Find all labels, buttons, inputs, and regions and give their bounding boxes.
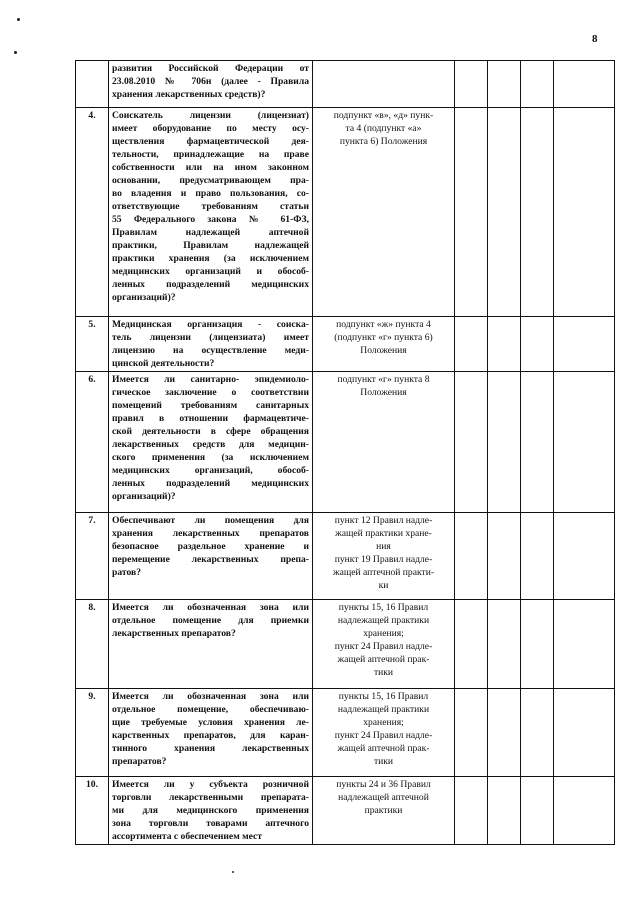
answer-cell [521,777,554,845]
answer-cell [554,689,615,777]
answer-cell [488,317,521,372]
question-line: Имеется ли обозначенная зона или [112,691,309,702]
row-number: 5. [76,317,109,372]
answer-cell [521,317,554,372]
reference-line: хранения; [363,628,404,639]
question-cell [109,108,313,317]
question-line: медицинских организаций, обособ- [112,465,309,476]
reference-line: пункты 15, 16 Правил [338,691,429,702]
answer-cell [455,777,488,845]
answer-cell [554,108,615,317]
question-line: медицинских организаций и обособ- [112,266,309,277]
table-row [76,777,615,845]
question-line: лекарственных препаратов? [112,628,236,639]
table-row [76,317,615,372]
answer-cell [554,600,615,689]
answer-cell [488,777,521,845]
reference-line: ния [376,541,391,552]
reference-line: Положения [360,345,407,356]
reference-line: пункты 24 и 36 Правил [336,779,431,790]
answer-cell [521,108,554,317]
answer-cell [455,61,488,108]
question-line: хранения лекарственных средств)? [112,89,266,100]
question-line: лицензию на осуществление меди- [112,345,309,356]
row-number: 4. [76,108,109,317]
reference-line: надлежащей практики [337,615,430,626]
question-line: Имеется ли у субъекта розничной [112,779,309,790]
scan-speck [17,18,20,21]
answer-cell [521,61,554,108]
answer-cell [455,108,488,317]
answer-cell [488,108,521,317]
reference-line: жащей аптечной прак- [337,743,430,754]
question-line: безопасное раздельное хранение и [112,541,309,552]
answer-cell [521,600,554,689]
question-line: правил в отношении фармацевтиче- [112,413,309,424]
reference-line: тики [373,667,394,678]
question-line: ленных подразделений медицинских [112,279,309,290]
reference-line: жащей практики хране- [335,528,432,539]
table-row [76,372,615,513]
question-line: Имеется ли обозначенная зона или [112,602,309,613]
reference-line: хранения; [363,717,404,728]
question-line: карственных препаратов, для каран- [112,730,309,741]
question-cell [109,777,313,845]
answer-cell [455,689,488,777]
answer-cell [554,777,615,845]
answer-cell [554,513,615,600]
question-line: организаций)? [112,491,176,502]
question-line: Соискатель лицензии (лицензиат) [112,110,309,121]
answer-cell [488,600,521,689]
answer-cell [521,513,554,600]
scan-speck [232,871,234,873]
checklist-table [75,60,615,845]
question-line: хранения лекарственных препаратов [112,528,309,539]
legal-reference-cell [313,777,455,845]
reference-line: пункта 6) Положения [339,136,428,147]
legal-reference-cell [313,372,455,513]
question-cell [109,61,313,108]
reference-line: подпункт «в», «д» пунк- [333,110,434,121]
row-number [76,61,109,108]
question-line: организаций)? [112,292,176,303]
question-line: щие требуемые условия хранения ле- [112,717,309,728]
question-line: перемещение лекарственных препа- [112,554,309,565]
reference-line: (подпункт «г» пункта 6) [334,332,433,343]
question-line: тинного хранения лекарственных [112,743,309,754]
legal-reference-cell [313,317,455,372]
answer-cell [554,61,615,108]
reference-line: тики [373,756,394,767]
reference-line: та 4 (подпункт «а» [345,123,422,134]
question-line: Обеспечивают ли помещения для [112,515,309,526]
table-row [76,513,615,600]
question-line: собственности или на ином законном [112,162,309,173]
legal-reference-cell [313,513,455,600]
question-line: имеет оборудование по месту осу- [112,123,309,134]
answer-cell [554,372,615,513]
reference-line: жащей аптечной практи- [332,567,435,578]
question-cell [109,317,313,372]
question-line: тель лицензии (лицензиата) имеет [112,332,309,343]
legal-reference-cell [313,108,455,317]
question-line: Медицинская организация - соиска- [112,319,309,330]
reference-line: подпункт «г» пункта 8 [337,374,430,385]
legal-reference-cell [313,600,455,689]
reference-line: пункт 12 Правил надле- [334,515,433,526]
reference-line: подпункт «ж» пункта 4 [336,319,431,330]
reference-line: пункты 15, 16 Правил [338,602,429,613]
question-line: цинской деятельности? [112,358,215,369]
answer-cell [488,61,521,108]
reference-line: Положения [360,387,407,398]
reference-line: ки [378,580,389,591]
question-line: во владения и право пользования, со- [112,188,309,199]
row-number: 9. [76,689,109,777]
table-row [76,689,615,777]
question-line: торговли лекарственными препарата- [112,792,309,803]
question-line: ми для медицинского применения [112,805,309,816]
answer-cell [488,372,521,513]
question-line: тельности, принадлежащие на праве [112,149,309,160]
question-line: ассортимента с обеспечением мест [112,831,263,842]
question-line: ответствующие требованиям статьи [112,201,309,212]
question-line: отдельное помещение, обеспечиваю- [112,704,309,715]
reference-line: практики [364,805,403,816]
answer-cell [455,372,488,513]
question-line: Имеется ли санитарно- эпидемиоло- [112,374,309,385]
reference-line: надлежащей практики [337,704,430,715]
reference-line: пункт 24 Правил надле- [334,641,433,652]
question-line: помещений требованиям санитарных [112,400,309,411]
answer-cell [488,689,521,777]
row-number: 6. [76,372,109,513]
question-line: зона торговли товарами аптечного [112,818,309,829]
question-line: 23.08.2010 № 706н (далее - Правила [112,76,309,87]
question-line: отдельное помещение для приемки [112,615,309,626]
answer-cell [521,689,554,777]
answer-cell [455,600,488,689]
reference-line: пункт 19 Правил надле- [334,554,433,565]
legal-reference-cell [313,61,455,108]
table-row [76,61,615,108]
question-line: лекарственных средств для медицин- [112,439,309,450]
legal-reference-cell [313,689,455,777]
table-row [76,600,615,689]
question-cell [109,689,313,777]
question-line: основании, предусматривающем пра- [112,175,309,186]
question-line: ществления фармацевтической дея- [112,136,309,147]
table-row [76,108,615,317]
question-cell [109,513,313,600]
scan-speck [14,51,17,54]
question-line: 55 Федерального закона № 61-ФЗ, [112,214,309,225]
question-line: ратов? [112,567,142,578]
question-cell [109,372,313,513]
answer-cell [455,513,488,600]
answer-cell [554,317,615,372]
question-cell [109,600,313,689]
page-number: 8 [592,33,598,45]
answer-cell [521,372,554,513]
question-line: практики, Правилам надлежащей [112,240,309,251]
question-line: развития Российской Федерации от [112,63,309,74]
question-line: гическое заключение о соответствии [112,387,309,398]
reference-line: пункт 24 Правил надле- [334,730,433,741]
reference-line: жащей аптечной прак- [337,654,430,665]
question-line: препаратов? [112,756,167,767]
question-line: ской деятельности в сфере обращения [112,426,309,437]
row-number: 7. [76,513,109,600]
answer-cell [488,513,521,600]
reference-line: надлежащей аптечной [338,792,429,803]
question-line: Правилам надлежащей аптечной [112,227,309,238]
answer-cell [455,317,488,372]
row-number: 8. [76,600,109,689]
row-number: 10. [76,777,109,845]
question-line: ленных подразделений медицинских [112,478,309,489]
question-line: практики хранения (за исключением [112,253,309,264]
question-line: ского применения (за исключением [112,452,309,463]
